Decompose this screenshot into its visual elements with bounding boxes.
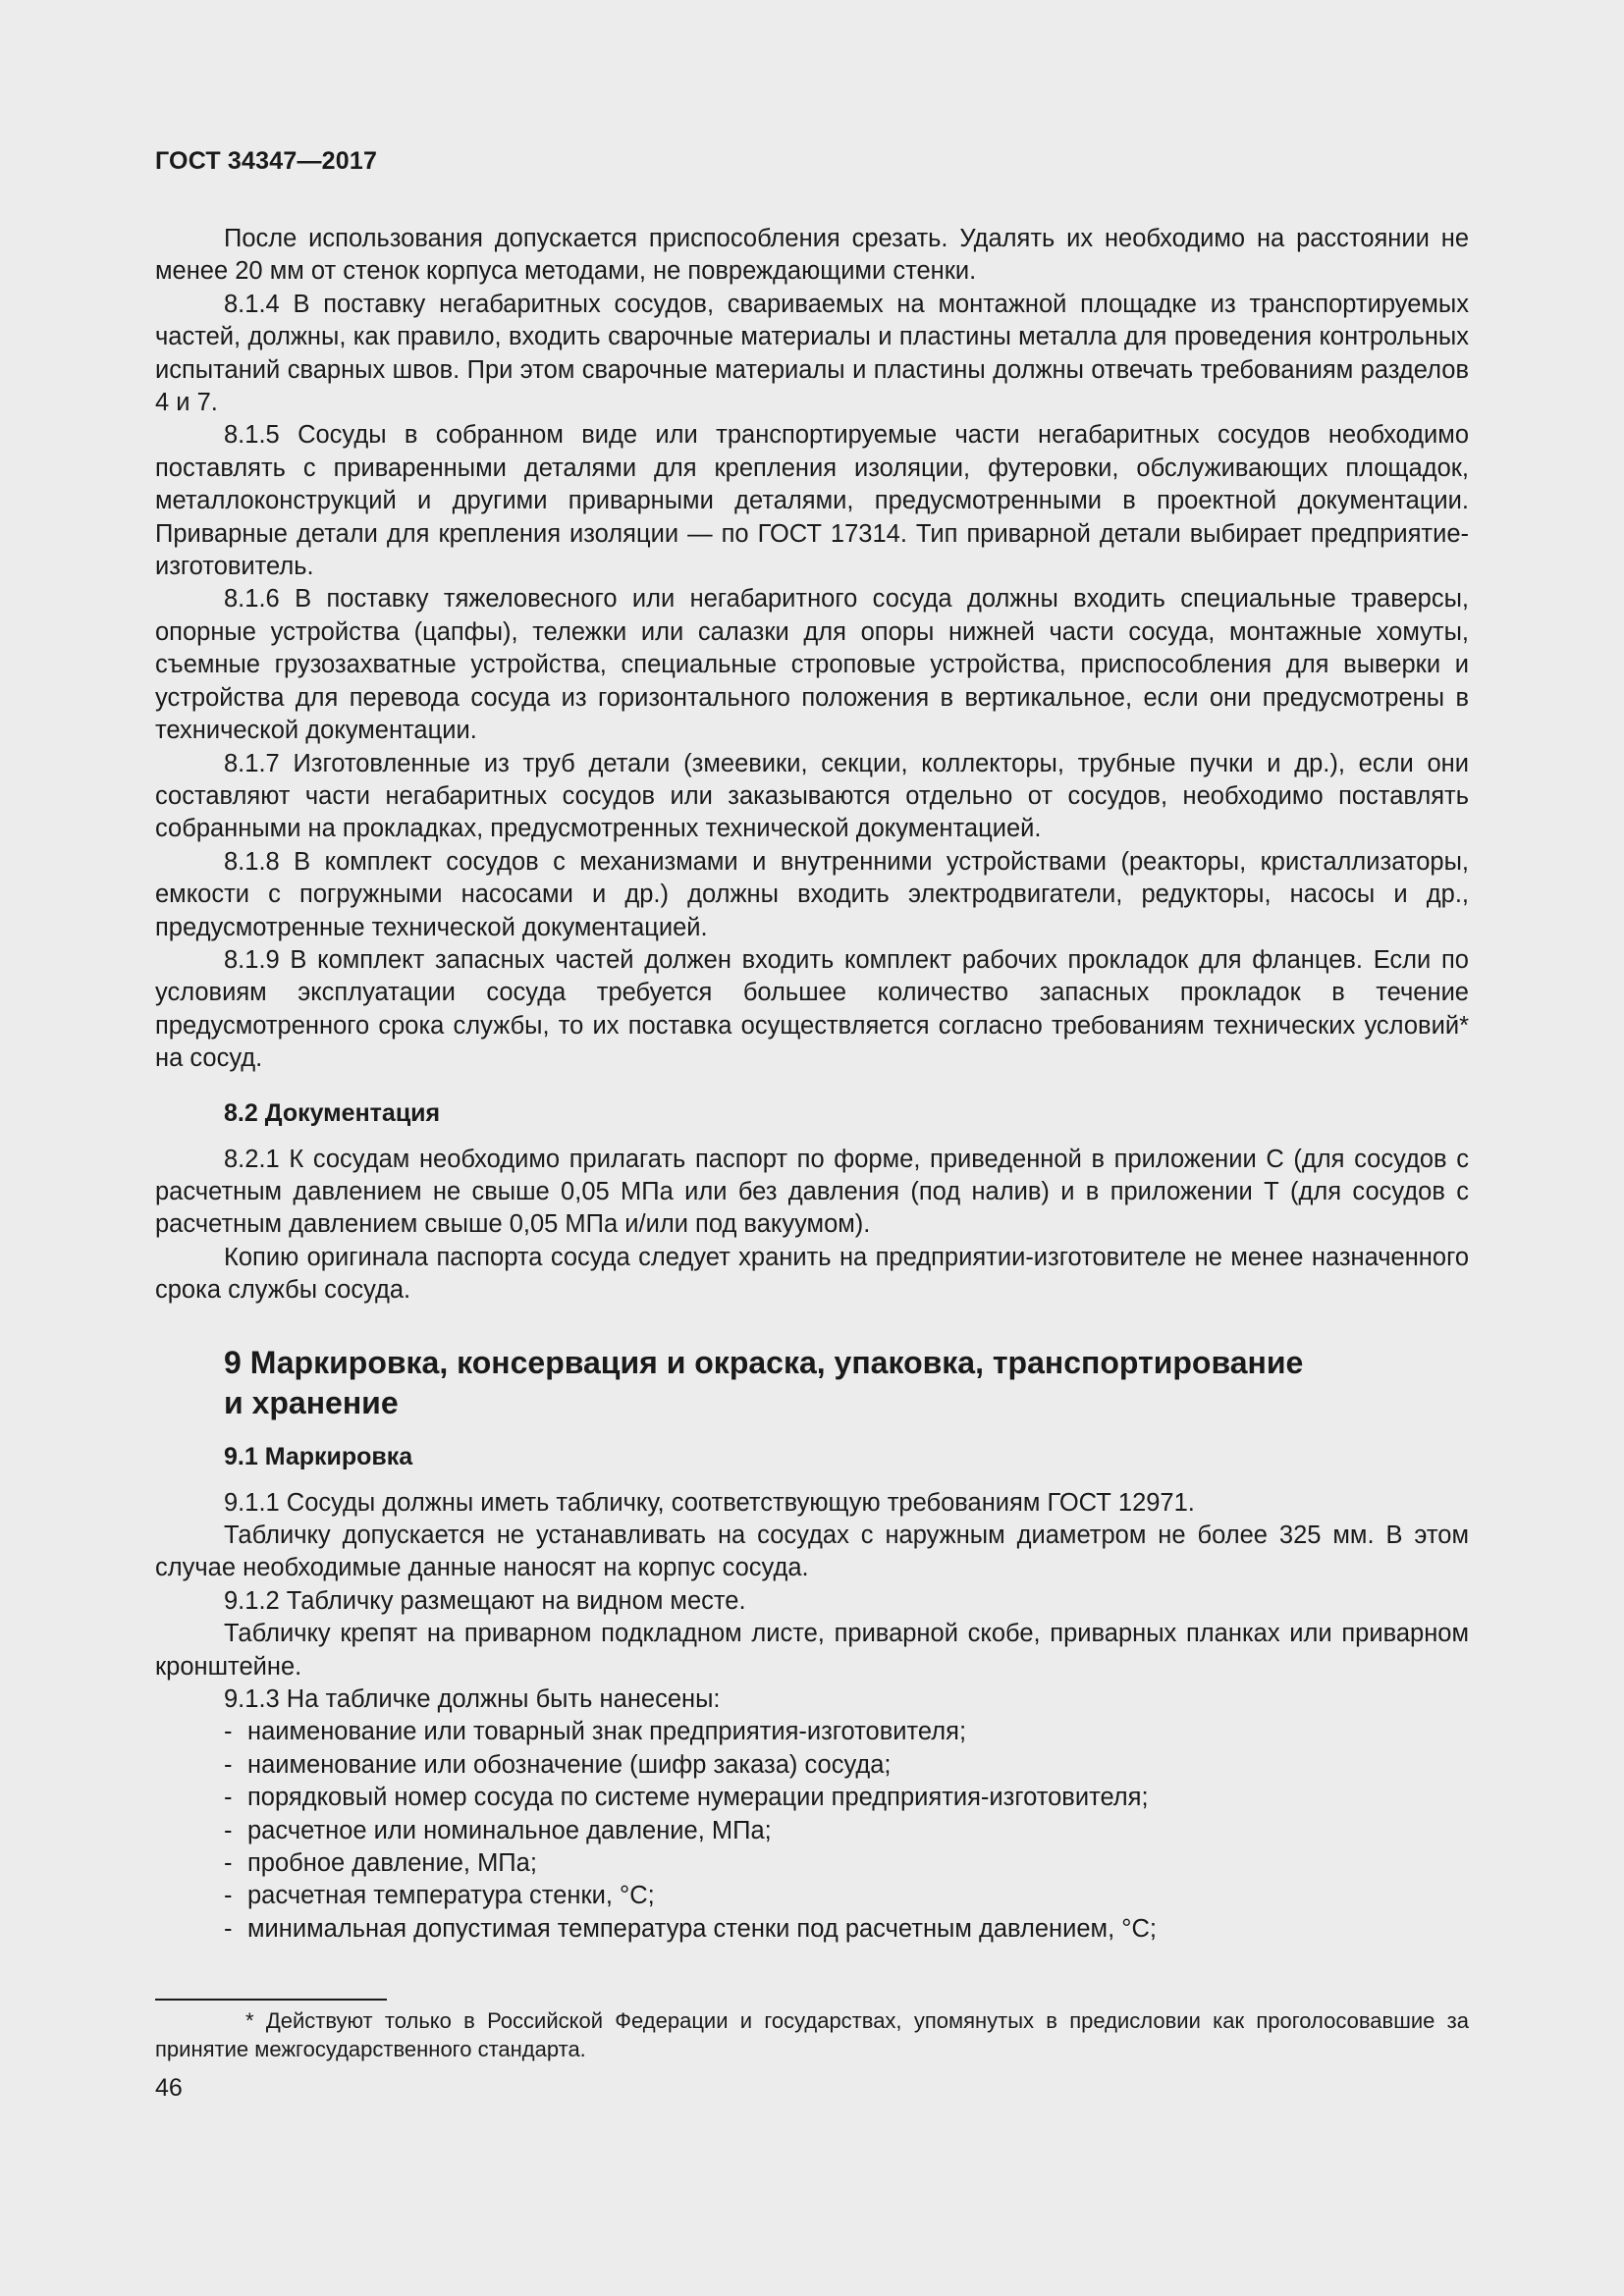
section-heading-line: 9 Маркировка, консервация и окраска, упаковка, транспортирование <box>224 1344 1304 1380</box>
section-heading-9 <box>224 1343 1402 1423</box>
list-marker: - <box>224 1784 233 1812</box>
list-item <box>155 1815 1469 1847</box>
list-marker: - <box>224 1816 233 1844</box>
list-item-text: расчетная температура стенки, °С; <box>247 1882 655 1910</box>
paragraph-9-1-2: 9.1.2 Табличку размещают на видном месте. <box>224 1586 746 1615</box>
marking-requirements-list <box>155 1716 1469 1946</box>
list-item-text: минимальная допустимая температура стенки под расчетным давлением, °С; <box>247 1914 1157 1943</box>
list-item-text: расчетное или номинальное давление, МПа; <box>247 1816 772 1844</box>
subsection-heading-8-2: 8.2 Документация <box>224 1098 441 1127</box>
paragraph: Копию оригинала паспорта сосуда следует хранить на предприятии-изготовителе не менее назначенного срока службы сосуда. <box>155 1243 1469 1305</box>
paragraph: Табличку допускается не устанавливать на сосудах с наружным диаметром не более 325 мм. В этом случае необходимые данные наносят на корпус сосуда. <box>155 1522 1469 1582</box>
paragraph: Табличку крепят на приварном подкладном листе, приварной скобе, приварных планках или приварном кронштейне. <box>155 1620 1469 1681</box>
list-item <box>155 1749 1469 1782</box>
paragraph-8-1-4: 8.1.4 В поставку негабаритных сосудов, свариваемых на монтажной площадке из транспортируемых частей, должны, как правило, входить сварочные материалы и пластины металла для проведения контрольных испытаний сварных швов. При этом сварочные материалы и пластины должны отвечать требованиям разделов 4 и 7. <box>155 290 1469 417</box>
document-code: ГОСТ 34347—2017 <box>155 147 378 175</box>
list-item <box>155 1913 1469 1946</box>
list-item <box>155 1880 1469 1912</box>
main-content <box>155 223 1469 1946</box>
list-marker: - <box>224 1750 233 1779</box>
subsection-heading-9-1: 9.1 Маркировка <box>224 1442 413 1470</box>
paragraph-8-1-7: 8.1.7 Изготовленные из труб детали (змеевики, секции, коллекторы, трубные пучки и др.), если они составляют части негабаритных сосудов или заказываются отдельно от сосудов, необходимо поставлять собранными на прокладках, предусмотренных технической документацией. <box>155 749 1469 843</box>
paragraph-9-1-3: 9.1.3 На табличке должны быть нанесены: <box>224 1685 721 1714</box>
list-item <box>155 1847 1469 1880</box>
list-marker: - <box>224 1849 233 1878</box>
list-item-text: наименование или обозначение (шифр заказа) сосуда; <box>247 1750 892 1779</box>
list-marker: - <box>224 1914 233 1943</box>
paragraph-8-2-1: 8.2.1 К сосудам необходимо прилагать паспорт по форме, приведенной в приложении С (для сосудов с расчетным давлением не свыше 0,05 МПа или без давления (под налив) и в приложении Т (для сосудов с расчетным давлением свыше 0,05 МПа и/или под вакуумом). <box>155 1145 1469 1239</box>
paragraph-8-1-9: 8.1.9 В комплект запасных частей должен входить комплект рабочих прокладок для фланцев. Если по условиям эксплуатации сосуда требуется большее количество запасных прокладок в течение предусмотренного срока службы, то их поставка осуществляется согласно требованиям технических условий* на сосуд. <box>155 945 1469 1073</box>
list-item <box>155 1782 1469 1814</box>
section-heading-line: и хранение <box>224 1384 399 1420</box>
list-marker: - <box>224 1882 233 1910</box>
list-item-text: наименование или товарный знак предприятия-изготовителя; <box>247 1718 967 1746</box>
list-item-text: пробное давление, МПа; <box>247 1849 537 1878</box>
list-item-text: порядковый номер сосуда по системе нумерации предприятия-изготовителя; <box>247 1784 1149 1812</box>
footnote: * Действуют только в Российской Федерации и государствах, упомянутых в предисловии как проголосовавшие за принятие межгосударственного стандарта. <box>155 2008 1469 2061</box>
footnote-divider <box>155 1999 387 2001</box>
paragraph: После использования допускается приспособления срезать. Удалять их необходимо на расстоянии не менее 20 мм от стенок корпуса методами, не повреждающими стенки. <box>155 225 1469 286</box>
page-number: 46 <box>155 2074 183 2102</box>
paragraph-8-1-8: 8.1.8 В комплект сосудов с механизмами и внутренними устройствами (реакторы, кристаллизаторы, емкости с погружными насосами и др.) должны входить электродвигатели, редукторы, насосы и др., предусмотренные технической документацией. <box>155 847 1469 941</box>
list-item <box>155 1716 1469 1748</box>
paragraph-8-1-5: 8.1.5 Сосуды в собранном виде или транспортируемые части негабаритных сосудов необходимо поставлять с приваренными деталями для крепления изоляции, футеровки, обслуживающих площадок, металлоконструкций и другими приварными деталями, предусмотренными в проектной документации. Приварные детали для крепления изоляции — по ГОСТ 17314. Тип приварной детали выбирает предприятие-изготовитель. <box>155 421 1469 581</box>
paragraph-9-1-1: 9.1.1 Сосуды должны иметь табличку, соответствующую требованиям ГОСТ 12971. <box>224 1488 1195 1517</box>
paragraph-8-1-6: 8.1.6 В поставку тяжеловесного или негабаритного сосуда должны входить специальные траверсы, опорные устройства (цапфы), тележки или салазки для опоры нижней части сосуда, монтажные хомуты, съемные грузозахватные устройства, специальные строповые устройства, приспособления для выверки и устройства для перевода сосуда из горизонтального положения в вертикальное, если они предусмотрены в технической документации. <box>155 585 1469 745</box>
list-marker: - <box>224 1718 233 1746</box>
